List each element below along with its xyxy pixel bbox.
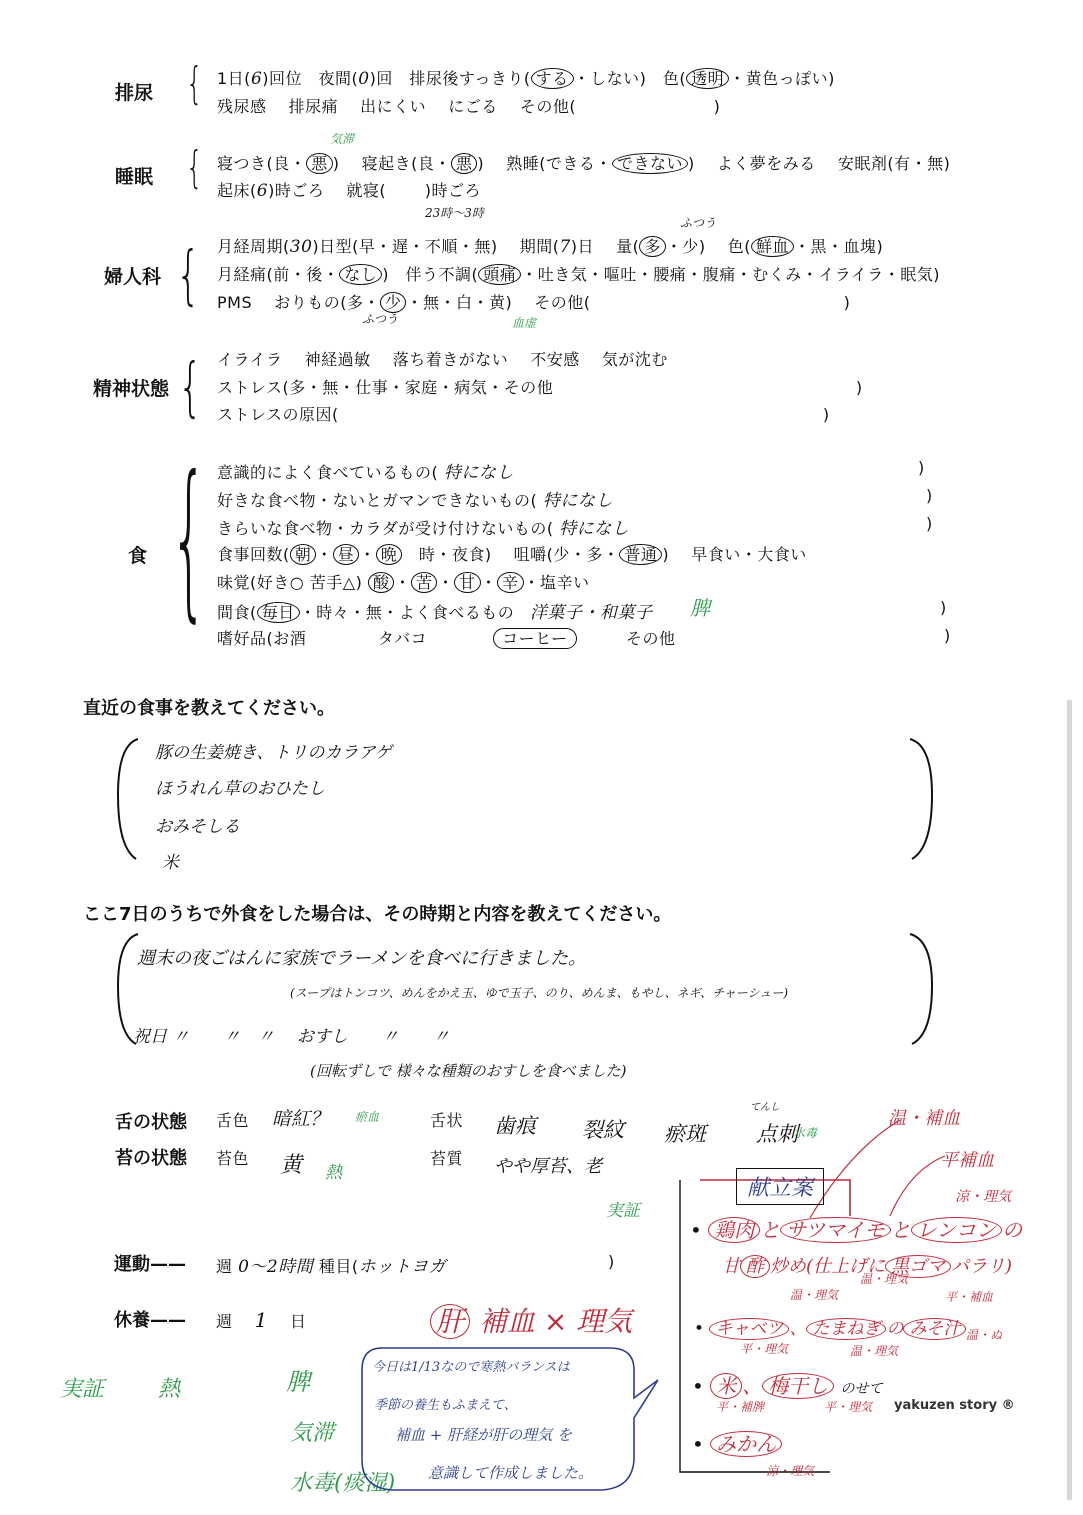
gyn-note-xu: 血虚	[512, 316, 537, 330]
gyn-line-3: PMS おりもの(多・ 少 ・無・白・黄) その他( )	[217, 293, 851, 312]
sleep-note-hours: 23時〜3時	[425, 206, 484, 220]
recent-meal-line-1: 豚の生姜焼き、トリのカラアゲ	[155, 743, 392, 763]
eating-out-line-2: (スープはトンコツ、めんをかえ玉、ゆで玉子、のり、めんま、もやし、ネギ、チャーシュー)	[290, 986, 789, 1000]
menu-dish-3: • 米 、 梅干し のせて	[692, 1374, 883, 1398]
coat-label: 苔の状態	[115, 1148, 187, 1169]
sleep-note-qi: 気滞	[330, 132, 355, 146]
food-line-6: 間食( 毎日 ・時々・無・よく食べるもの 洋菓子・和菓子	[217, 603, 653, 623]
menu-theme: 肝 補血 × 理気	[430, 1300, 632, 1340]
gyn-line-1: 月経周期(30)日型(早・遅・不順・無) 期間(7)日 量( 多 ・少) 色( 鮮血 ・黒・血塊)	[217, 237, 884, 257]
food-line-3: きらいな食べ物・カラダが受け付けないもの( 特になし	[217, 519, 630, 539]
menu-note-5: 平・補血	[945, 1290, 994, 1304]
tongue-shape-note: 水毒	[793, 1126, 818, 1140]
gyn-note-futsu-1: ふつう	[680, 216, 717, 230]
menu-dish-4: • みかん	[692, 1428, 782, 1457]
mental-line-2: ストレス(多・無・仕事・家庭・病気・その他 )	[217, 378, 863, 397]
menu-dish-2-note-2: 温・理気	[850, 1344, 899, 1358]
coat-color-label: 苔色	[216, 1149, 250, 1168]
coat-color-value: 黄	[280, 1153, 303, 1178]
exercise-close: )	[608, 1252, 615, 1271]
menu-dish-3-note-1: 平・補脾	[716, 1400, 765, 1414]
food-line-1-close: )	[918, 458, 925, 477]
food-line-1: 意識的によく食べているもの( 特になし	[217, 463, 514, 483]
food-line-5: 味覚(好き○ 苦手△) 酸 ・ 苦 ・ 甘 ・ 辛 ・塩辛い	[217, 573, 590, 592]
sleep-line-1: 寝つき(良・ 悪 ) 寝起き(良・ 悪 ) 熟睡(できる・ できない ) よく夢をみる 安眠剤(有・無)	[217, 154, 951, 173]
urination-label: 排尿	[115, 82, 154, 104]
food-brace: {	[170, 440, 208, 638]
menu-dish-2-note-3: 温・ぬ	[966, 1328, 1003, 1342]
tongue-shape-2: 裂紋	[582, 1118, 624, 1142]
sleep-brace: {	[186, 142, 203, 193]
mental-line-1: イライラ 神経過敏 落ち着きがない 不安感 気が沈む	[217, 350, 668, 369]
food-line-2-close: )	[926, 486, 933, 505]
coat-quality-label: 苔質	[430, 1149, 464, 1168]
urination-line-1: 1日(6)回位 夜間(0)回 排尿後すっきり( する ・しない) 色( 透明 ・黄色っぽい)	[217, 69, 835, 89]
eating-out-line-3: 祝日 〃 〃 〃 おすし 〃 〃	[133, 1027, 450, 1047]
menu-note-4: 温・理気	[790, 1288, 839, 1302]
tongue-color-value: 暗紅？	[272, 1108, 330, 1130]
tongue-jissho: 実証	[606, 1201, 640, 1221]
diagnosis-1: 実証	[60, 1377, 105, 1402]
coat-quality-value: やや厚苔、老	[494, 1156, 602, 1177]
food-line-7-close: )	[944, 626, 951, 645]
tongue-shape-4: 点刺	[756, 1122, 798, 1146]
mental-line-3: ストレスの原因( )	[217, 405, 830, 424]
menu-dish-4-note: 涼・理気	[766, 1464, 815, 1478]
menu-dish-3-note-2: 平・理気	[824, 1400, 873, 1414]
food-line-4: 食事回数( 朝 ・ 昼 ・ 晩 時・夜食) 咀嚼(少・多・ 普通 ) 早食い・大食い	[217, 545, 807, 564]
bubble-line-1: 今日は1/13なので寒熱バランスは	[372, 1360, 570, 1375]
food-line-3-close: )	[926, 514, 933, 533]
gynecology-label: 婦人科	[104, 266, 162, 288]
bubble-line-2: 季節の養生もふまえて、	[374, 1398, 517, 1413]
recent-meal-line-4: 米	[162, 853, 179, 873]
food-line-7: 嗜好品(お酒 タバコ コーヒー その他	[217, 629, 676, 648]
recent-meal-heading: 直近の食事を教えてください。	[83, 698, 335, 719]
eating-out-line-1: 週末の夜ごはんに家族でラーメンを食べに行きました。	[137, 948, 587, 969]
exercise-label: 運動——	[114, 1254, 186, 1275]
brand-mark: yakuzen story ®	[894, 1398, 1015, 1413]
diagnosis-4: 気滞	[290, 1421, 335, 1446]
mental-brace: {	[178, 351, 203, 425]
sleep-label: 睡眠	[115, 166, 154, 188]
tongue-color-label: 舌色	[216, 1111, 250, 1130]
recent-meal-line-2: ほうれん草のおひたし	[155, 779, 325, 799]
tongue-color-note: 瘀血	[355, 1110, 380, 1124]
red-note-warm-blood: 温・補血	[888, 1108, 960, 1129]
red-note-flat-blood: 平補血	[940, 1150, 994, 1171]
rest-label: 休養——	[114, 1310, 186, 1331]
food-line-2: 好きな食べ物・ないとガマンできないもの( 特になし	[217, 491, 613, 511]
menu-note-6: 温・理気	[860, 1272, 909, 1286]
menu-title: 献立案	[736, 1168, 824, 1205]
bubble-line-3: 補血 + 肝経が肝の理気 を	[395, 1426, 572, 1444]
red-note-cool-qi: 涼・理気	[955, 1189, 1011, 1205]
rest-text: 週 1 日	[216, 1308, 307, 1332]
menu-dish-2-note-1: 平・理気	[740, 1342, 789, 1356]
diagnosis-3: 脾	[286, 1368, 310, 1396]
diagnosis-2: 熱	[158, 1377, 181, 1402]
exercise-text: 週 0〜2時間 種目(ホットヨガ	[216, 1257, 447, 1277]
gyn-note-futsu-2: ふつう	[362, 312, 399, 326]
urination-line-2: 残尿感 排尿痛 出にくい にごる その他( )	[217, 97, 721, 116]
recent-meal-line-3: おみそしる	[155, 817, 240, 837]
food-label: 食	[128, 545, 148, 567]
diagnosis-5: 水毒(痰湿)	[290, 1471, 396, 1496]
tongue-shape-3: 瘀斑	[664, 1122, 706, 1146]
tongue-shape-ruby: てんし	[750, 1102, 780, 1113]
urination-brace: {	[186, 58, 203, 109]
tongue-shape-label: 舌状	[430, 1111, 464, 1130]
mental-label: 精神状態	[93, 378, 170, 400]
tongue-shape-1: 歯痕	[494, 1114, 536, 1138]
eating-out-line-4: (回転ずしで 様々な種類のおすしを食べました)	[310, 1062, 627, 1080]
eating-out-heading: ここ7日のうちで外食をした場合は、その時期と内容を教えてください。	[83, 904, 672, 925]
gyn-line-2: 月経痛(前・後・ なし ) 伴う不調( 頭痛 ・吐き気・嘔吐・腰痛・腹痛・むくみ・イライラ・眠気)	[217, 265, 941, 284]
menu-dish-2: • キャベツ 、 たまねぎ の みそ汁	[694, 1314, 966, 1339]
tongue-label: 舌の状態	[115, 1112, 187, 1133]
menu-dish-1: • 鶏肉 と サツマイモ と レンコン の	[690, 1218, 1023, 1242]
scroll-edge	[1067, 700, 1072, 1500]
food-line-6-close: )	[940, 598, 947, 617]
gynecology-brace: {	[176, 239, 201, 313]
menu-dish-1b: 甘 酢 炒め(仕上げに 黒ゴマ パラリ)	[722, 1256, 1013, 1277]
coat-color-note: 熱	[325, 1163, 342, 1183]
food-note-spleen: 脾	[690, 596, 710, 620]
sleep-line-2: 起床(6)時ごろ 就寝( )時ごろ	[217, 181, 481, 201]
bubble-line-4: 意識して作成しました。	[428, 1464, 594, 1482]
